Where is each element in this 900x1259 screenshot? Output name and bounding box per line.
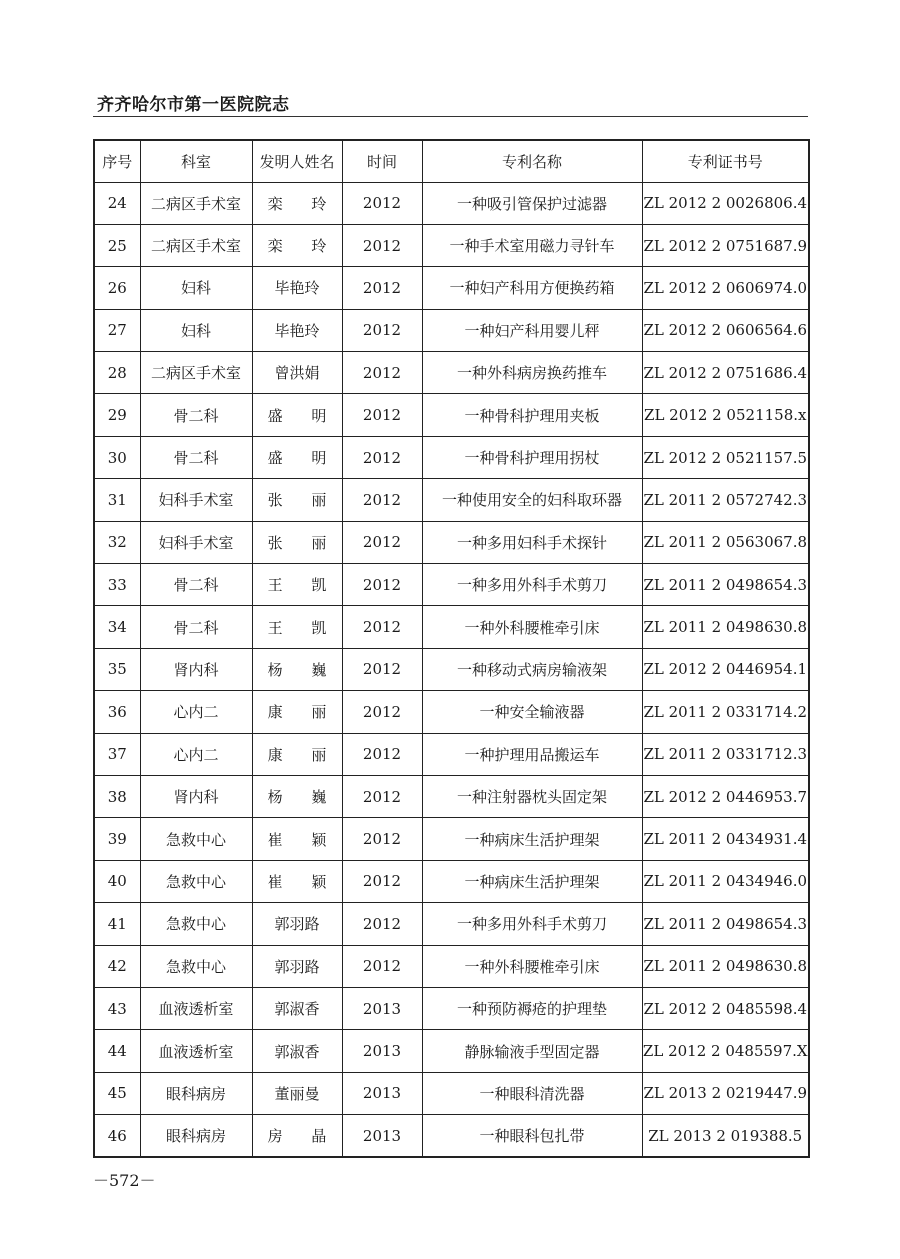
cell-index: 38 [94,775,140,817]
cell-certificate-no: ZL 2013 2 019388.5 [642,1115,809,1157]
cell-year: 2012 [342,224,422,266]
cell-year: 2012 [342,521,422,563]
cell-year: 2012 [342,733,422,775]
cell-year: 2012 [342,648,422,690]
cell-inventor: 崔 颖 [252,860,342,902]
cell-certificate-no: ZL 2012 2 0606974.0 [642,267,809,309]
cell-certificate-no: ZL 2012 2 0751687.9 [642,224,809,266]
cell-department: 骨二科 [140,606,252,648]
cell-year: 2012 [342,691,422,733]
cell-index: 31 [94,479,140,521]
cell-year: 2012 [342,479,422,521]
cell-department: 二病区手术室 [140,182,252,224]
cell-inventor: 郭淑香 [252,1030,342,1072]
cell-department: 血液透析室 [140,987,252,1029]
cell-index: 32 [94,521,140,563]
table-row [94,182,809,224]
table-header-row [94,140,809,182]
table-row [94,564,809,606]
cell-department: 二病区手术室 [140,224,252,266]
cell-year: 2013 [342,987,422,1029]
cell-inventor: 杨 巍 [252,648,342,690]
cell-index: 42 [94,945,140,987]
cell-department: 肾内科 [140,775,252,817]
cell-department: 急救中心 [140,860,252,902]
cell-certificate-no: ZL 2012 2 0446953.7 [642,775,809,817]
table-row [94,479,809,521]
cell-year: 2013 [342,1072,422,1114]
running-head: 齐齐哈尔市第一医院院志 [97,95,290,115]
cell-inventor: 盛 明 [252,394,342,436]
cell-index: 46 [94,1115,140,1157]
column-header-certificate-no: 专利证书号 [642,140,809,182]
cell-year: 2012 [342,352,422,394]
table-row [94,818,809,860]
cell-year: 2012 [342,775,422,817]
cell-inventor: 栾 玲 [252,182,342,224]
cell-patent-name: 一种外科腰椎牵引床 [422,945,642,987]
cell-department: 妇科 [140,309,252,351]
cell-year: 2013 [342,1030,422,1072]
cell-certificate-no: ZL 2011 2 0434946.0 [642,860,809,902]
cell-year: 2012 [342,182,422,224]
cell-patent-name: 一种注射器枕头固定架 [422,775,642,817]
cell-index: 34 [94,606,140,648]
table-row [94,267,809,309]
cell-department: 骨二科 [140,436,252,478]
table-row [94,733,809,775]
cell-department: 妇科 [140,267,252,309]
cell-certificate-no: ZL 2012 2 0606564.6 [642,309,809,351]
cell-certificate-no: ZL 2011 2 0331712.3 [642,733,809,775]
cell-inventor: 张 丽 [252,479,342,521]
column-header-department: 科室 [140,140,252,182]
cell-patent-name: 一种手术室用磁力寻针车 [422,224,642,266]
cell-year: 2012 [342,903,422,945]
cell-patent-name: 一种吸引管保护过滤器 [422,182,642,224]
cell-certificate-no: ZL 2011 2 0434931.4 [642,818,809,860]
cell-year: 2012 [342,267,422,309]
column-header-inventor: 发明人姓名 [252,140,342,182]
cell-year: 2012 [342,436,422,478]
cell-certificate-no: ZL 2012 2 0521158.x [642,394,809,436]
cell-certificate-no: ZL 2012 2 0485597.X [642,1030,809,1072]
cell-index: 40 [94,860,140,902]
cell-index: 25 [94,224,140,266]
cell-patent-name: 一种安全输液器 [422,691,642,733]
cell-year: 2012 [342,309,422,351]
cell-year: 2012 [342,945,422,987]
cell-year: 2012 [342,860,422,902]
cell-inventor: 康 丽 [252,733,342,775]
cell-inventor: 张 丽 [252,521,342,563]
cell-patent-name: 一种病床生活护理架 [422,860,642,902]
cell-department: 骨二科 [140,394,252,436]
cell-certificate-no: ZL 2011 2 0563067.8 [642,521,809,563]
cell-patent-name: 静脉输液手型固定器 [422,1030,642,1072]
cell-certificate-no: ZL 2012 2 0521157.5 [642,436,809,478]
cell-index: 39 [94,818,140,860]
cell-certificate-no: ZL 2011 2 0498654.3 [642,903,809,945]
cell-patent-name: 一种移动式病房输液架 [422,648,642,690]
cell-index: 45 [94,1072,140,1114]
cell-certificate-no: ZL 2011 2 0498630.8 [642,945,809,987]
table-row [94,1115,809,1157]
cell-inventor: 王 凯 [252,564,342,606]
cell-department: 急救中心 [140,903,252,945]
table-row [94,352,809,394]
cell-patent-name: 一种眼科包扎带 [422,1115,642,1157]
cell-patent-name: 一种多用妇科手术探针 [422,521,642,563]
table-row [94,860,809,902]
table-row [94,224,809,266]
column-header-year: 时间 [342,140,422,182]
cell-index: 37 [94,733,140,775]
table-row [94,903,809,945]
cell-patent-name: 一种使用安全的妇科取环器 [422,479,642,521]
cell-index: 27 [94,309,140,351]
table-row [94,648,809,690]
table-row [94,394,809,436]
cell-department: 心内二 [140,733,252,775]
cell-patent-name: 一种眼科清洗器 [422,1072,642,1114]
cell-department: 急救中心 [140,818,252,860]
cell-patent-name: 一种病床生活护理架 [422,818,642,860]
cell-department: 眼科病房 [140,1072,252,1114]
table-row [94,521,809,563]
cell-year: 2012 [342,818,422,860]
cell-department: 急救中心 [140,945,252,987]
patent-table [93,139,810,1158]
table-row [94,309,809,351]
cell-inventor: 郭羽路 [252,945,342,987]
cell-patent-name: 一种骨科护理用夹板 [422,394,642,436]
cell-certificate-no: ZL 2011 2 0498630.8 [642,606,809,648]
table-row [94,1072,809,1114]
cell-inventor: 毕艳玲 [252,309,342,351]
table-row [94,691,809,733]
table-row [94,945,809,987]
cell-year: 2012 [342,564,422,606]
cell-inventor: 康 丽 [252,691,342,733]
cell-index: 29 [94,394,140,436]
cell-inventor: 房 晶 [252,1115,342,1157]
cell-certificate-no: ZL 2011 2 0331714.2 [642,691,809,733]
cell-certificate-no: ZL 2012 2 0485598.4 [642,987,809,1029]
cell-index: 35 [94,648,140,690]
cell-department: 眼科病房 [140,1115,252,1157]
cell-inventor: 郭羽路 [252,903,342,945]
cell-patent-name: 一种外科腰椎牵引床 [422,606,642,648]
cell-inventor: 毕艳玲 [252,267,342,309]
cell-certificate-no: ZL 2011 2 0572742.3 [642,479,809,521]
cell-certificate-no: ZL 2011 2 0498654.3 [642,564,809,606]
cell-inventor: 郭淑香 [252,987,342,1029]
cell-inventor: 栾 玲 [252,224,342,266]
cell-index: 36 [94,691,140,733]
cell-inventor: 董丽曼 [252,1072,342,1114]
cell-patent-name: 一种妇产科用方便换药箱 [422,267,642,309]
cell-index: 41 [94,903,140,945]
cell-patent-name: 一种妇产科用婴儿秤 [422,309,642,351]
cell-index: 44 [94,1030,140,1072]
cell-certificate-no: ZL 2012 2 0446954.1 [642,648,809,690]
table-row [94,775,809,817]
cell-patent-name: 一种护理用品搬运车 [422,733,642,775]
cell-inventor: 王 凯 [252,606,342,648]
cell-department: 二病区手术室 [140,352,252,394]
cell-department: 心内二 [140,691,252,733]
cell-year: 2012 [342,394,422,436]
cell-certificate-no: ZL 2013 2 0219447.9 [642,1072,809,1114]
cell-certificate-no: ZL 2012 2 0026806.4 [642,182,809,224]
cell-index: 30 [94,436,140,478]
cell-inventor: 杨 巍 [252,775,342,817]
cell-index: 26 [94,267,140,309]
cell-department: 血液透析室 [140,1030,252,1072]
cell-department: 妇科手术室 [140,521,252,563]
cell-inventor: 盛 明 [252,436,342,478]
cell-year: 2013 [342,1115,422,1157]
cell-department: 妇科手术室 [140,479,252,521]
cell-patent-name: 一种外科病房换药推车 [422,352,642,394]
cell-year: 2012 [342,606,422,648]
page-number: －572－ [93,1171,156,1190]
table-row [94,1030,809,1072]
cell-department: 肾内科 [140,648,252,690]
table-row [94,987,809,1029]
cell-inventor: 曾洪娟 [252,352,342,394]
cell-certificate-no: ZL 2012 2 0751686.4 [642,352,809,394]
table-row [94,606,809,648]
column-header-index: 序号 [94,140,140,182]
column-header-patent-name: 专利名称 [422,140,642,182]
cell-department: 骨二科 [140,564,252,606]
cell-patent-name: 一种骨科护理用拐杖 [422,436,642,478]
cell-patent-name: 一种多用外科手术剪刀 [422,564,642,606]
cell-patent-name: 一种预防褥疮的护理垫 [422,987,642,1029]
cell-index: 28 [94,352,140,394]
table-row [94,436,809,478]
cell-inventor: 崔 颖 [252,818,342,860]
cell-index: 33 [94,564,140,606]
cell-index: 24 [94,182,140,224]
header-rule [93,116,808,117]
cell-index: 43 [94,987,140,1029]
cell-patent-name: 一种多用外科手术剪刀 [422,903,642,945]
